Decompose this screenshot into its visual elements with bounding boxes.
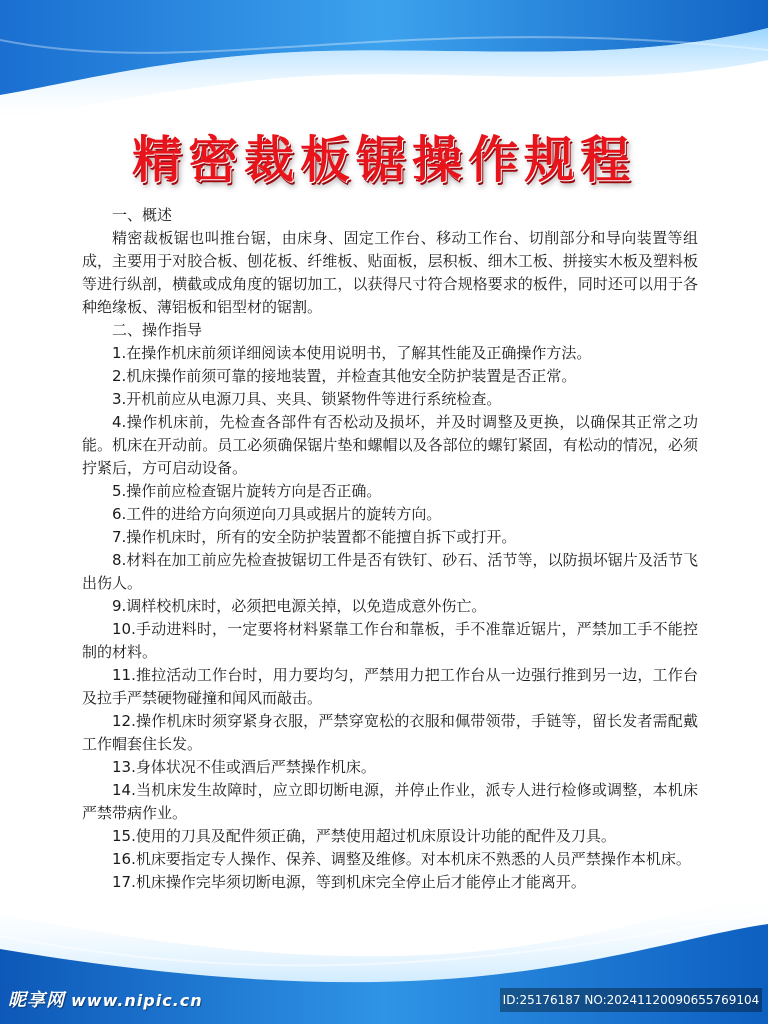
rule-item: 14.当机床发生故障时，应立即切断电源，并停止作业，派专人进行检修或调整，本机床严禁带病作业。 xyxy=(82,781,698,822)
regulation-body xyxy=(82,204,698,894)
rule-item: 16.机床要指定专人操作、保养、调整及维修。对本机床不熟悉的人员严禁操作本机床。 xyxy=(112,850,691,868)
rule-item: 8.材料在加工前应先检查披锯切工件是否有铁钉、砂石、活节等，以防损坏锯片及活节飞出伤人。 xyxy=(82,551,698,592)
rule-item: 4.操作机床前，先检查各部件有否松动及损坏，并及时调整及更换，以确保其正常之功能。机床在开动前。员工必须确保锯片垫和螺帽以及各部位的螺钉紧固，有松动的情况，必须拧紧后，方可启动设备。 xyxy=(82,413,698,477)
rule-item: 15.使用的刀具及配件须正确，严禁使用超过机床原设计功能的配件及刀具。 xyxy=(112,827,616,845)
rule-item: 1.在操作机床前须详细阅读本使用说明书，了解其性能及正确操作方法。 xyxy=(112,344,592,362)
watermark-logo xyxy=(8,986,203,1012)
section-heading-overview: 一、概述 xyxy=(112,206,173,224)
page-title: 精密裁板锯操作规程 xyxy=(132,131,636,189)
rule-item: 7.操作机床时，所有的安全防护装置都不能擅自拆下或打开。 xyxy=(112,528,517,546)
watermark-site: www.nipic.cn xyxy=(71,991,203,1010)
watermark-id: ID:25176187 NO:20241120090655769104 xyxy=(500,988,762,1012)
rule-item: 6.工件的进给方向须逆向刀具或据片的旋转方向。 xyxy=(112,505,442,523)
rule-item: 2.机床操作前须可靠的接地装置，并检查其他安全防护装置是否正常。 xyxy=(112,367,577,385)
rule-item: 11.推拉活动工作台时，用力要均匀，严禁用力把工作台从一边强行推到另一边，工作台及拉手严禁硬物碰撞和闻风而敲击。 xyxy=(82,666,698,707)
rule-item: 5.操作前应检查锯片旋转方向是否正确。 xyxy=(112,482,382,500)
rule-item: 17.机床操作完毕须切断电源，等到机床完全停止后才能停止才能离开。 xyxy=(112,873,586,891)
rule-item: 13.身体状况不佳或酒后严禁操作机床。 xyxy=(112,758,376,776)
overview-paragraph: 精密裁板锯也叫推台锯，由床身、固定工作台、移动工作台、切削部分和导向装置等组成，主要用于对胶合板、刨花板、纤维板、贴面板，层积板、细木工板、拼接实木板及塑料板等进行纵剖，横截或成角度的锯切加工，以获得尺寸符合规格要求的板件，同时还可以用于各种绝缘板、薄铝板和铝型材的锯割。 xyxy=(82,229,698,316)
section-heading-guidance: 二、操作指导 xyxy=(112,321,203,339)
top-wave-background xyxy=(0,0,768,140)
watermark-logo-text: 昵享网 xyxy=(8,990,65,1011)
rule-item: 12.操作机床时须穿紧身衣服，严禁穿宽松的衣服和佩带领带，手链等，留长发者需配戴工作帽套住长发。 xyxy=(82,712,698,753)
rule-item: 9.调样校机床时，必须把电源关掉，以免造成意外伤亡。 xyxy=(112,597,487,615)
rule-item: 10.手动进料时，一定要将材料紧靠工作台和靠板，手不准靠近锯片，严禁加工手不能控制的材料。 xyxy=(82,620,698,661)
rule-item: 3.开机前应从电源刀具、夹具、锁紧物件等进行系统检查。 xyxy=(112,390,502,408)
